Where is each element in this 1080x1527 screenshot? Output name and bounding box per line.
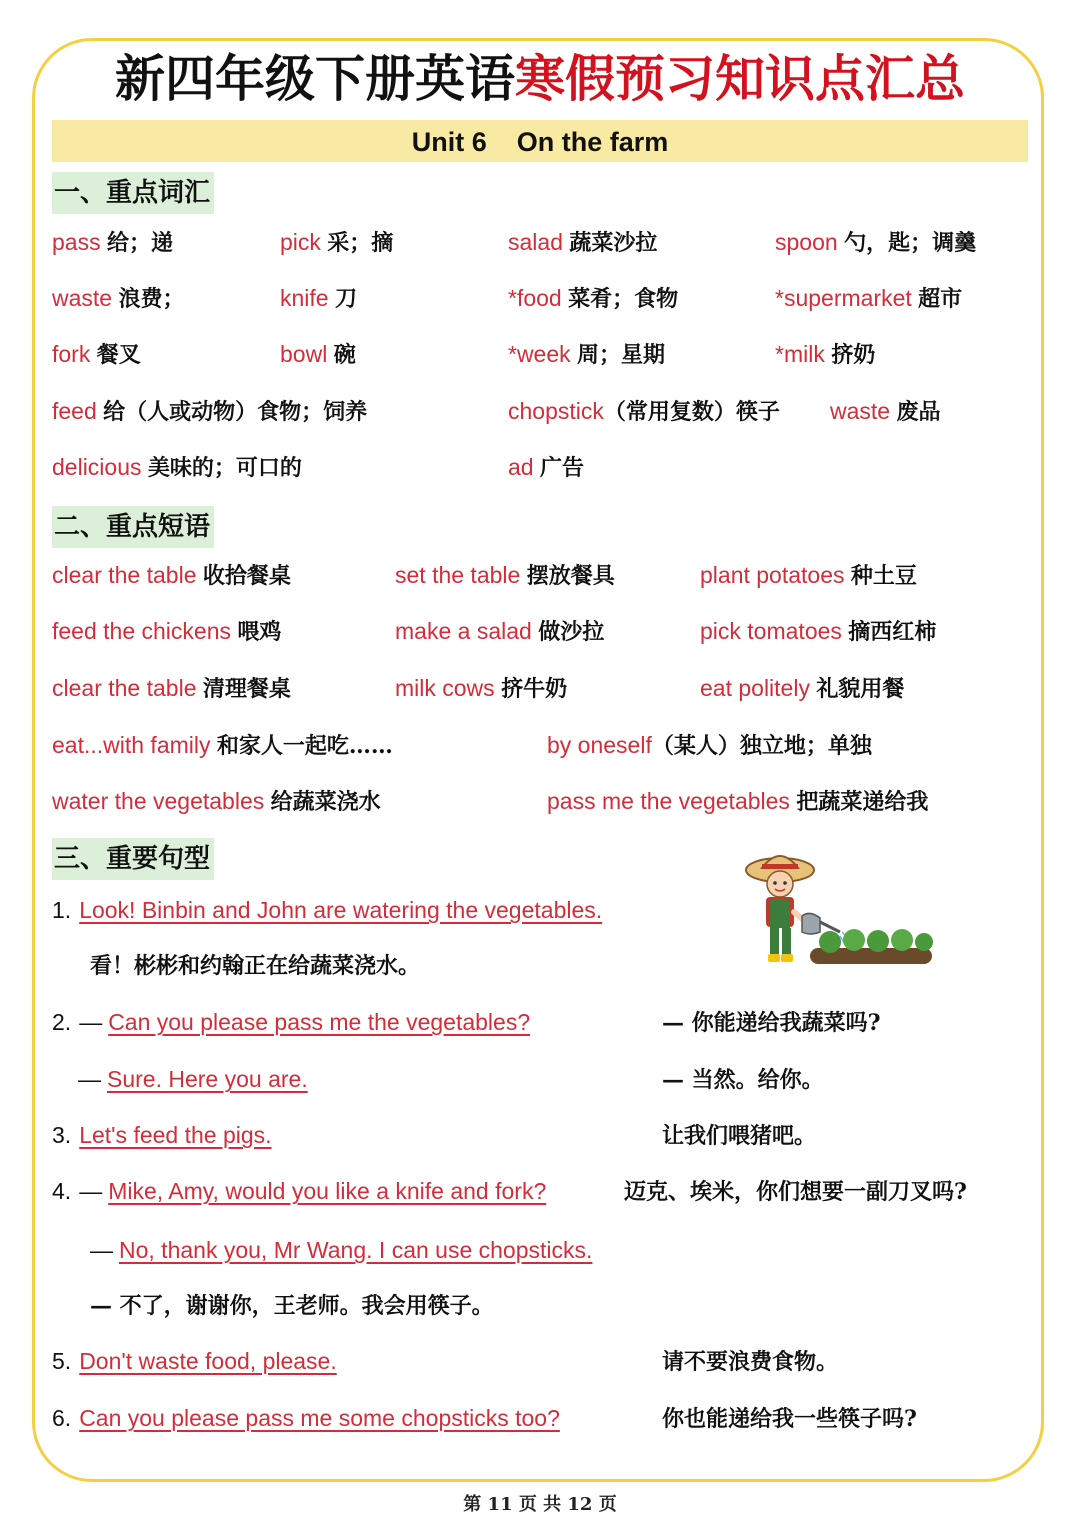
vocab-item: feed 给（人或动物）食物；饲养: [52, 398, 368, 425]
sentence-6-en: 6. Can you please pass me some chopsticks too?: [52, 1405, 560, 1431]
vocab-item: ad 广告: [508, 454, 584, 481]
sentence-4-question: 4. — Mike, Amy, would you like a knife and fork?: [52, 1178, 547, 1204]
phrase-item: make a salad 做沙拉: [395, 618, 605, 645]
vocab-item: salad 蔬菜沙拉: [508, 229, 658, 256]
phrase-item: water the vegetables 给蔬菜浇水: [52, 788, 381, 815]
vocab-item: delicious 美味的；可口的: [52, 454, 302, 481]
section-sentences-heading: 三、重要句型: [52, 838, 214, 880]
vocab-item: knife 刀: [280, 285, 357, 312]
phrase-item: set the table 摆放餐具: [395, 562, 615, 589]
sentence-2-answer: — Sure. Here you are.: [78, 1066, 308, 1092]
sentence-4-answer: — No, thank you, Mr Wang. I can use chopsticks.: [90, 1237, 593, 1263]
sentence-1-cn: 看！彬彬和约翰正在给蔬菜浇水。: [90, 953, 421, 979]
sentence-4-question-cn: 迈克、埃米，你们想要一副刀叉吗?: [624, 1179, 967, 1205]
phrase-item: pick tomatoes 摘西红柿: [700, 618, 937, 645]
vocab-item: chopstick（常用复数）筷子: [508, 398, 780, 425]
phrase-item: by oneself（某人）独立地；单独: [547, 732, 872, 759]
vocab-item: waste 浪费；: [52, 285, 185, 312]
phrase-item: clear the table 收拾餐桌: [52, 562, 291, 589]
vocab-item: spoon 勺，匙；调羹: [775, 229, 977, 256]
page-footer: 第 11 页 共 12 页: [463, 1494, 617, 1515]
sentence-2-question: 2. — Can you please pass me the vegetables?: [52, 1009, 531, 1035]
phrase-item: plant potatoes 种土豆: [700, 562, 917, 589]
sentence-2-question-cn: — 你能递给我蔬菜吗?: [662, 1010, 881, 1036]
section-vocab-heading: 一、重点词汇: [52, 172, 214, 214]
sentence-3-en: 3. Let's feed the pigs.: [52, 1122, 272, 1148]
vocab-item: pass 给；递: [52, 229, 173, 256]
phrase-item: pass me the vegetables 把蔬菜递给我: [547, 788, 929, 815]
sentence-2-answer-cn: — 当然。给你。: [662, 1067, 824, 1093]
phrase-item: eat politely 礼貌用餐: [700, 675, 905, 702]
vocab-item: *milk 挤奶: [775, 341, 876, 368]
phrase-item: milk cows 挤牛奶: [395, 675, 568, 702]
phrase-item: clear the table 清理餐桌: [52, 675, 291, 702]
sentence-4-answer-cn: — 不了，谢谢你，王老师。我会用筷子。: [90, 1293, 494, 1319]
vocab-item: waste 废品: [830, 398, 941, 425]
sentence-6-cn: 你也能递给我一些筷子吗?: [662, 1406, 917, 1432]
sentence-5-cn: 请不要浪费食物。: [662, 1349, 839, 1375]
sentence-3-cn: 让我们喂猪吧。: [662, 1123, 817, 1149]
section-phrases-heading: 二、重点短语: [52, 506, 214, 548]
phrase-item: feed the chickens 喂鸡: [52, 618, 282, 645]
page-title: 新四年级下册英语寒假预习知识点汇总: [115, 49, 965, 108]
unit-heading: Unit 6 On the farm: [52, 120, 1028, 162]
vocab-item: *week 周；星期: [508, 341, 666, 368]
phrase-item: eat...with family 和家人一起吃……: [52, 732, 393, 759]
farmer-watering-illustration: [740, 842, 940, 972]
sentence-1-en: 1. Look! Binbin and John are watering the vegetables.: [52, 897, 603, 923]
vocab-item: bowl 碗: [280, 341, 356, 368]
vocab-item: *food 菜肴；食物: [508, 285, 679, 312]
vocab-item: pick 采；摘: [280, 229, 394, 256]
sentence-5-en: 5. Don't waste food, please.: [52, 1348, 337, 1374]
vocab-item: *supermarket 超市: [775, 285, 963, 312]
vocab-item: fork 餐叉: [52, 341, 141, 368]
